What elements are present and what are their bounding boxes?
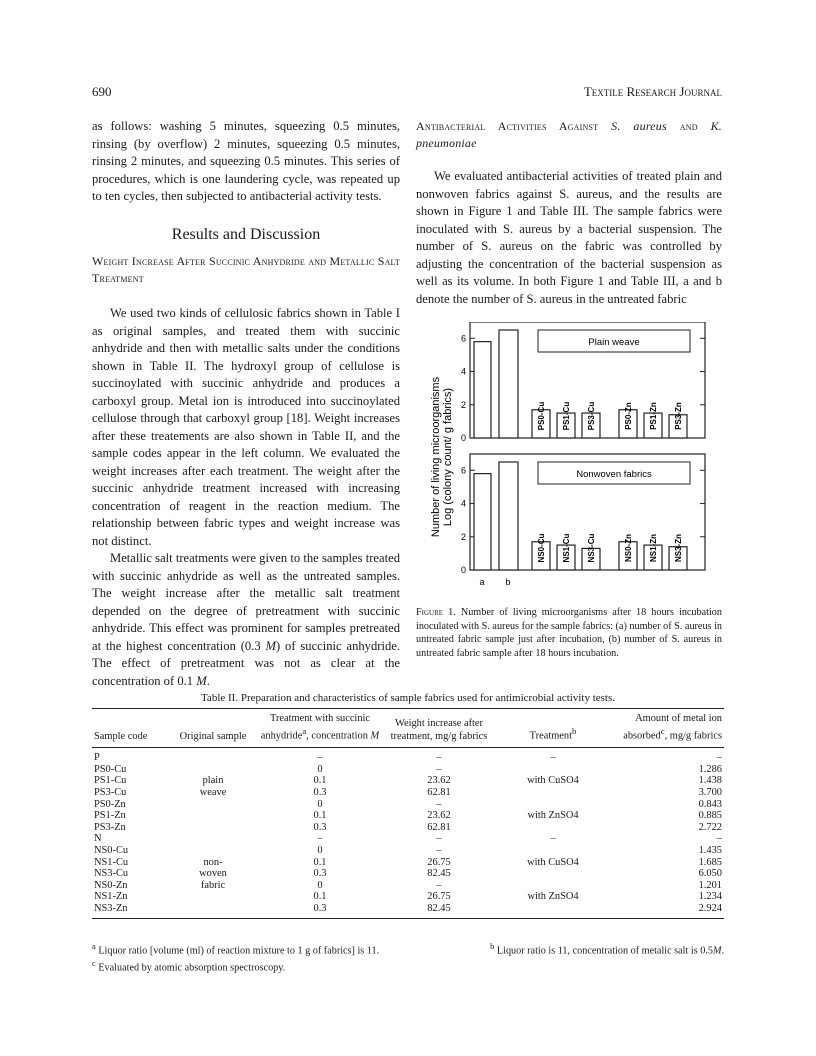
table-footnotes	[92, 940, 724, 975]
table-row	[92, 822, 724, 834]
table-row	[92, 833, 724, 845]
th-succinic-M: M	[370, 730, 380, 742]
table-title: Table II. Preparation and characteristics of sample fabrics used for antimicrobial activity tests.	[200, 692, 616, 704]
paragraph-antibacterial: We evaluated antibacterial activities of treated plain and nonwoven fabrics against S. aureus, and the results are shown in Figure 1 and Table III. The sample fabrics were inoculated with S. aureus by a bacterial suspension. The number of S. aureus on the fabric was controlled by adjusting the concentration of the bacterial suspension as well as its volume. In both Figure 1 and Table III, a and b denote the number of S. aureus in the untreated fabric	[416, 169, 722, 306]
bar-b	[499, 330, 518, 438]
table-cell: 0.3	[313, 821, 327, 833]
subsection-title: Weight Increase After Succinic Anhydride and Metallic Salt Treatment	[92, 254, 400, 285]
y-tick-label: 6	[460, 333, 466, 344]
footnote-a-text: Liquor ratio [volume (ml) of reaction mixture to 1 g of fabrics] is 11.	[95, 945, 380, 957]
table-cell: 1.685	[698, 856, 722, 868]
table-cell	[496, 903, 610, 918]
table-cell: weave	[199, 787, 227, 799]
table-cell: 1.438	[698, 775, 722, 787]
th-metal-text: Amount of metal ion absorbed	[623, 713, 722, 742]
chart-panel-nonwoven	[461, 454, 705, 575]
footnote-b-text: Liquor ratio is 11, concentration of metalic salt is 0.5	[494, 945, 713, 957]
table-cell: NS0-Zn	[94, 879, 128, 891]
table-cell: 1.435	[698, 845, 722, 857]
table-cell: woven	[199, 868, 227, 880]
y-tick-label: 0	[460, 565, 466, 575]
table-cell	[168, 833, 258, 845]
table-cell	[168, 903, 258, 918]
table-cell: 23.62	[427, 775, 451, 787]
bar-label: PS1-Cu	[562, 401, 571, 431]
y-tick-label: 4	[460, 498, 466, 509]
table-cell: with ZnSO4	[527, 810, 579, 822]
table-cell	[168, 748, 258, 764]
y-tick-label: 4	[460, 366, 466, 377]
table-cell: –	[436, 879, 442, 891]
footnote-b-mark: b	[490, 941, 495, 951]
bar-label: NS0-Cu	[537, 533, 546, 563]
para3-text-a: Metallic salt treatments were given to the samples treated with succinic anhydride as well as the untreated samples. The weight increase after the metallic salt treatment depended on the degree of pretreatment with succinic anhydride. This effect was prominent for samples pretreated at the highest concentration (0.3	[92, 551, 400, 653]
table-cell	[496, 822, 610, 834]
bar-label: PS0-Cu	[537, 401, 546, 431]
bar-a	[474, 342, 491, 438]
chart-panel-plain-weave	[461, 322, 705, 443]
th-treatment	[496, 709, 610, 748]
table-cell	[496, 787, 610, 799]
th-succinic	[258, 709, 382, 748]
table-cell: non-	[203, 856, 223, 868]
table-cell	[496, 880, 610, 892]
table-cell: 0.3	[258, 903, 382, 918]
table-cell: 62.81	[427, 821, 451, 833]
th-metal	[610, 709, 724, 748]
th-metal-tail: , mg/g fabrics	[664, 730, 722, 742]
section-title: Results and Discussion	[171, 225, 321, 243]
table-cell	[168, 764, 258, 776]
table-cell	[496, 799, 610, 811]
footnote-b-M: M	[712, 945, 722, 957]
table-cell: NS3-Cu	[94, 868, 129, 880]
table-cell: 1.201	[698, 879, 722, 891]
table-cell	[496, 845, 610, 857]
bar-label: NS1-Zn	[649, 534, 658, 562]
bar-label: NS3-Cu	[587, 533, 596, 563]
subsection-prefix: Antibacterial Activities Against	[416, 119, 612, 133]
footnote-a	[92, 940, 379, 957]
th-succinic-tail: , concentration	[306, 730, 371, 742]
figure-caption-label: Figure 1.	[416, 607, 456, 618]
left-column	[92, 118, 400, 690]
table-cell: 82.45	[382, 903, 496, 918]
table-cell: PS1-Zn	[94, 810, 126, 822]
footnote-c-text: Evaluated by atomic absorption spectroscopy.	[95, 962, 286, 974]
table-row	[92, 891, 724, 903]
table-cell: –	[436, 833, 442, 845]
table-cell: 82.45	[427, 868, 451, 880]
table-cell: NS0-Cu	[94, 845, 129, 857]
table-cell: –	[550, 752, 556, 764]
table-cell: 0.1	[313, 775, 327, 787]
table-row	[92, 903, 724, 918]
paragraph-metallic	[92, 550, 400, 690]
table-cell: 0	[317, 879, 323, 891]
table-cell: –	[716, 833, 722, 845]
table-cell: –	[436, 798, 442, 810]
table-cell: 0	[317, 845, 323, 857]
table-cell: 1.286	[698, 763, 722, 775]
table-row	[92, 799, 724, 811]
table-cell: –	[550, 833, 556, 845]
table-row	[92, 764, 724, 776]
table-cell: NS1-Cu	[94, 856, 129, 868]
table-cell: 2.924	[610, 903, 724, 918]
table-cell	[168, 822, 258, 834]
bar-a	[474, 474, 491, 570]
table-row	[92, 868, 724, 880]
table-cell: 0.3	[313, 787, 327, 799]
y-tick-label: 0	[460, 433, 466, 443]
table-cell: PS0-Cu	[94, 763, 127, 775]
table-cell	[496, 868, 610, 880]
table-cell: 0	[317, 763, 323, 775]
footnote-c-mark: c	[92, 958, 96, 969]
table-row	[92, 775, 724, 787]
y-tick-label: 6	[460, 465, 466, 476]
table-cell: PS1-Cu	[94, 775, 127, 787]
right-column	[416, 118, 722, 308]
footnote-line-1	[92, 940, 724, 957]
table-cell: N	[94, 833, 102, 845]
table-header-row	[92, 709, 724, 748]
organism-1: S. aureus	[611, 119, 667, 133]
table-cell: 1.234	[698, 891, 722, 903]
y-tick-label: 2	[460, 531, 466, 542]
table-cell: with CuSO4	[527, 775, 579, 787]
y-axis-label-line2: Log (colony count/ g fabrics)	[442, 387, 454, 527]
subsection-antibacterial	[416, 118, 722, 152]
table-body	[92, 748, 724, 918]
footnote-b-end: .	[721, 945, 724, 957]
para3-molar-1: M	[265, 638, 277, 653]
bar-label: NS1-Cu	[562, 533, 571, 563]
panel-title: Plain weave	[588, 337, 640, 348]
journal-title: Textile Research Journal	[583, 84, 722, 99]
table-cell: 0.1	[313, 856, 327, 868]
table-cell: with ZnSO4	[527, 891, 579, 903]
table-cell: 3.700	[698, 787, 722, 799]
table-cell	[168, 891, 258, 903]
table-cell: PS0-Zn	[94, 798, 126, 810]
th-original-sample: Original sample	[168, 709, 258, 748]
table-cell: 0.885	[698, 810, 722, 822]
panel-title: Nonwoven fabrics	[576, 469, 652, 480]
bar-b	[499, 462, 518, 570]
y-tick-label: 2	[460, 399, 466, 410]
table-cell: –	[716, 752, 722, 764]
table-cell: PS3-Cu	[94, 787, 127, 799]
footnote-c	[92, 957, 724, 974]
organism-2: K. pneumoniae	[416, 119, 722, 150]
figure-caption	[416, 606, 722, 660]
bar-label: PS3-Cu	[587, 401, 596, 431]
table-cell: 2.722	[698, 821, 722, 833]
table-cell: PS3-Zn	[94, 821, 126, 833]
table-row	[92, 810, 724, 822]
footnote-a-mark: a	[92, 941, 96, 951]
y-axis-label-line1: Number of living microorganisms	[430, 376, 442, 538]
bar-label: PS0-Zn	[624, 402, 633, 430]
bar-label: PS3-Zn	[674, 402, 683, 430]
table-cell	[168, 845, 258, 857]
paragraph-weight: We used two kinds of cellulosic fabrics shown in Table I as original samples, and treated them with succinic anhydride and then with metallic salts under the conditions shown in Table II. The hydroxyl group of cellulose is succinoylated with succinic anhydride and produces a carboxyl group. Metal ion is introduced into succinoylated cellulose through that carboxyl group [18]. Weight increases after these treatements are also shown in Table II, and the sample codes appear in the left column. We evaluated the weight increases after each treatment. The weight after the succinic anhydride treatment increased with increasing concentration of reagent in the reaction medium. The relationship between fabric types and weight increase was not distinct.	[92, 306, 400, 548]
subsection-mid: and	[666, 119, 711, 133]
figure-caption-text: Number of living microorganisms after 18 hours incubation inoculated with S. aureus for the sample fabrics: (a) number of S. aureus in untreated fabric sample just after incubation, (b) number of S. aureus in untreated fabric sample after 18 hours incubation.	[416, 607, 722, 659]
x-mark-a: a	[479, 577, 485, 587]
para3-text-c: .	[206, 673, 210, 688]
table-cell	[168, 810, 258, 822]
para3-text-b: ) of succinic anhydride. The effect of pretreatment was not as clear at the concentration of 0.1	[92, 638, 400, 688]
table-cell: 0.1	[313, 891, 327, 903]
bar-label: NS0-Zn	[624, 534, 633, 562]
th-weight: Weight increase after treatment, mg/g fabrics	[382, 709, 496, 748]
table-row	[92, 857, 724, 869]
table-cell: 6.050	[698, 868, 722, 880]
para3-molar-2: M	[196, 673, 207, 688]
table-row	[92, 845, 724, 857]
table-cell: fabric	[200, 879, 226, 891]
table-cell: 26.75	[427, 891, 451, 903]
table-row	[92, 787, 724, 799]
table-cell: –	[436, 845, 442, 857]
th-succinic-sup: a	[302, 726, 307, 737]
table-cell: 26.75	[427, 856, 451, 868]
table-cell: P	[94, 752, 100, 764]
th-succinic-text: Treatment with succinic anhydride	[260, 713, 371, 742]
x-mark-b: b	[505, 577, 511, 587]
table-2	[92, 708, 724, 919]
table-cell: NS3-Zn	[92, 903, 168, 918]
bar-label: PS1-Zn	[649, 402, 658, 430]
table-cell	[168, 799, 258, 811]
th-treatment-text: Treatment	[529, 730, 572, 742]
table-row	[92, 748, 724, 764]
table-cell: –	[436, 763, 442, 775]
paragraph-laundering: as follows: washing 5 minutes, squeezing 0.5 minutes, rinsing (by overflow) 2 minutes, squeezing 0.5 minutes, rinsing 2 minutes, and squeezing 0.5 minutes. This series of procedures, which is one laundering cycle, was repeated up to ten cycles, then subjected to antibacterial activity tests.	[92, 119, 400, 203]
th-metal-sup: c	[660, 726, 665, 737]
y-axis-label	[430, 376, 454, 537]
table-cell: –	[317, 833, 323, 845]
table-cell: –	[436, 752, 442, 764]
bar-label: NS3-Zn	[674, 534, 683, 562]
table-cell: –	[317, 752, 323, 764]
th-sample-code: Sample code	[92, 709, 168, 748]
table-cell: plain	[202, 775, 224, 787]
table-row	[92, 880, 724, 892]
table-cell: 0.1	[313, 810, 327, 822]
footnote-b	[490, 940, 724, 957]
table-cell: NS1-Zn	[94, 891, 128, 903]
figure-1-chart	[420, 322, 720, 592]
table-cell: 0.3	[313, 868, 327, 880]
page-number: 690	[92, 84, 112, 99]
table-cell: 23.62	[427, 810, 451, 822]
table-cell: 0	[317, 798, 323, 810]
table-cell: 62.81	[427, 787, 451, 799]
table-cell: with CuSO4	[527, 856, 579, 868]
table-cell	[496, 764, 610, 776]
table-cell: 0.843	[698, 798, 722, 810]
th-treatment-sup: b	[572, 726, 577, 737]
